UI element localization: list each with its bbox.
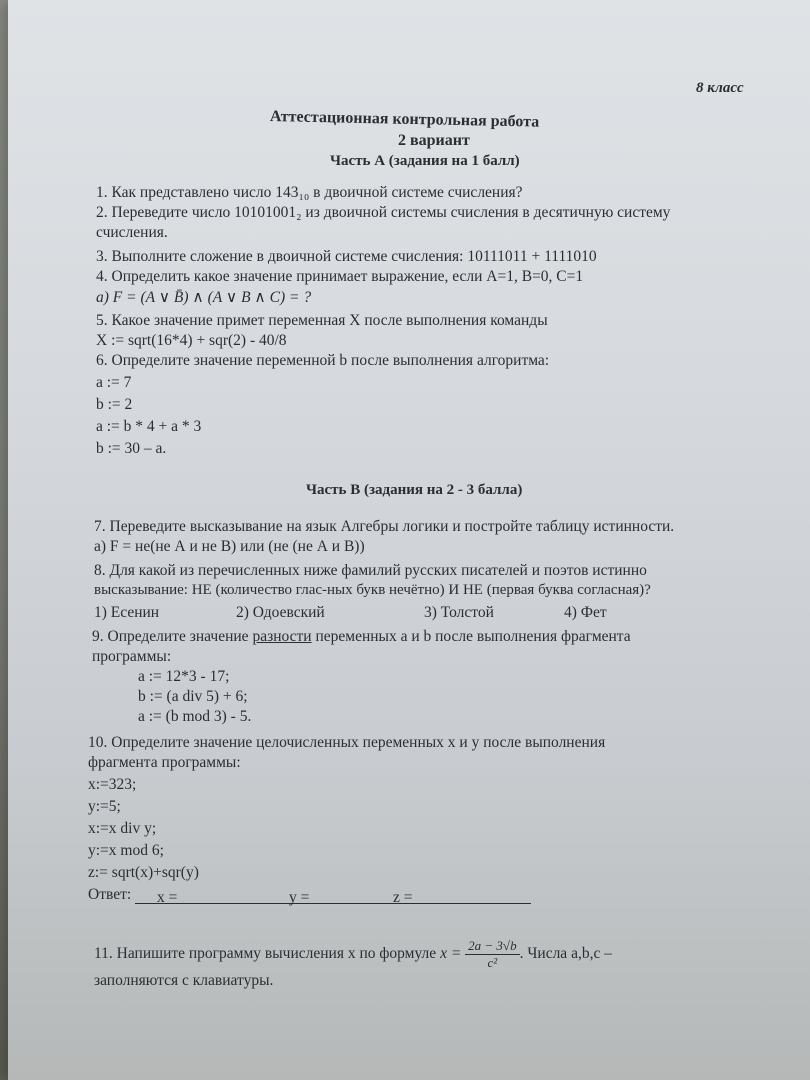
question-6: 6. Определите значение переменной b после выполнения алгоритма: bbox=[96, 352, 550, 369]
question-11-tail: . Числа a,b,c – bbox=[519, 945, 612, 963]
program-line-2: y:=5; bbox=[88, 798, 121, 815]
variant-label: 2 вариант bbox=[398, 132, 470, 149]
question-9-lead: 9. Определите значение bbox=[92, 628, 249, 645]
answer-y-label: y = bbox=[289, 889, 310, 906]
algorithm-line-3: a := b * 4 + a * 3 bbox=[96, 418, 202, 435]
question-4-formula: а) F = (A ∨ B̄) ∧ (A ∨ B ∧ C) = ? bbox=[96, 289, 312, 306]
program-line-5: z:= sqrt(x)+sqr(y) bbox=[88, 864, 199, 881]
question-9-tail: переменных a и b после выполнения фрагмента bbox=[315, 628, 631, 645]
answer-x-label: x = bbox=[157, 889, 178, 906]
program-line-3: x:=x div y; bbox=[88, 820, 157, 837]
answer-row bbox=[88, 886, 531, 904]
question-11 bbox=[94, 938, 612, 971]
document-content bbox=[8, 0, 810, 1080]
question-3: 3. Выполните сложение в двоичной системе счисления: 10111011 + 1111010 bbox=[96, 248, 597, 265]
part-a-heading: Часть А (задания на 1 балл) bbox=[330, 153, 520, 169]
option-1: 1) Есенин bbox=[94, 604, 160, 621]
algorithm-line-4: b := 30 – a. bbox=[96, 440, 167, 457]
question-7-formula: а) F = не(не А и не В) или (не (не А и В)) bbox=[94, 538, 365, 555]
question-11-cont: заполняются с клавиатуры. bbox=[94, 972, 274, 989]
formula-lhs: x = bbox=[440, 945, 462, 963]
fragment-line-1: a := 12*3 - 17; bbox=[138, 668, 230, 685]
fragment-line-2: b := (a div 5) + 6; bbox=[138, 688, 248, 705]
question-1: 1. Как представлено число 143₁₀ в двоичной системе счисления? bbox=[96, 184, 523, 201]
formula-denominator: c² bbox=[487, 955, 498, 970]
question-2: 2. Переведите число 10101001₂ из двоичной системы счисления в десятичную систему bbox=[96, 204, 671, 221]
answer-y-line bbox=[271, 889, 371, 904]
question-9-cont: программы: bbox=[92, 648, 172, 665]
grade-label: 8 класс bbox=[696, 80, 744, 96]
algorithm-line-2: b := 2 bbox=[96, 396, 133, 413]
question-10-cont: фрагмента программы: bbox=[88, 754, 241, 771]
program-line-1: x:=323; bbox=[88, 776, 137, 793]
formula-fraction bbox=[465, 938, 519, 971]
question-8: 8. Для какой из перечисленных ниже фамилий русских писателей и поэтов истинно bbox=[94, 562, 647, 579]
option-3: 3) Толстой bbox=[424, 604, 494, 621]
question-10: 10. Определите значение целочисленных переменных x и y после выполнения bbox=[88, 734, 606, 751]
question-9 bbox=[92, 628, 631, 646]
answer-z-line bbox=[371, 889, 531, 904]
answer-z-label: z = bbox=[393, 889, 413, 906]
question-9-underlined: разности bbox=[252, 628, 312, 645]
question-5-expression: X := sqrt(16*4) + sqr(2) - 40/8 bbox=[96, 332, 287, 349]
program-line-4: y:=x mod 6; bbox=[88, 842, 164, 859]
formula-numerator: 2a − 3√b bbox=[465, 938, 519, 955]
document-title: Аттестационная контрольная работа bbox=[269, 108, 540, 131]
question-4: 4. Определить какое значение принимает выражение, если A=1, B=0, C=1 bbox=[96, 268, 584, 285]
question-8-cont: высказывание: НЕ (количество глас-ных букв нечётно) И НЕ (первая буква согласная)? bbox=[94, 582, 651, 598]
option-4: 4) Фет bbox=[564, 604, 607, 621]
question-2-cont: счисления. bbox=[96, 224, 168, 241]
option-2: 2) Одоевский bbox=[236, 604, 325, 621]
fragment-line-3: a := (b mod 3) - 5. bbox=[138, 708, 252, 725]
answer-label: Ответ: bbox=[88, 886, 132, 903]
algorithm-line-1: a := 7 bbox=[96, 374, 132, 391]
question-7: 7. Переведите высказывание на язык Алгебры логики и постройте таблицу истинности. bbox=[94, 518, 675, 535]
question-5: 5. Какое значение примет переменная X после выполнения команды bbox=[96, 312, 548, 329]
question-11-text: 11. Напишите программу вычисления x по формуле bbox=[94, 945, 437, 963]
paper-sheet bbox=[8, 0, 810, 1080]
part-b-heading: Часть В (задания на 2 - 3 балла) bbox=[306, 482, 523, 498]
answer-x-line bbox=[135, 889, 271, 904]
